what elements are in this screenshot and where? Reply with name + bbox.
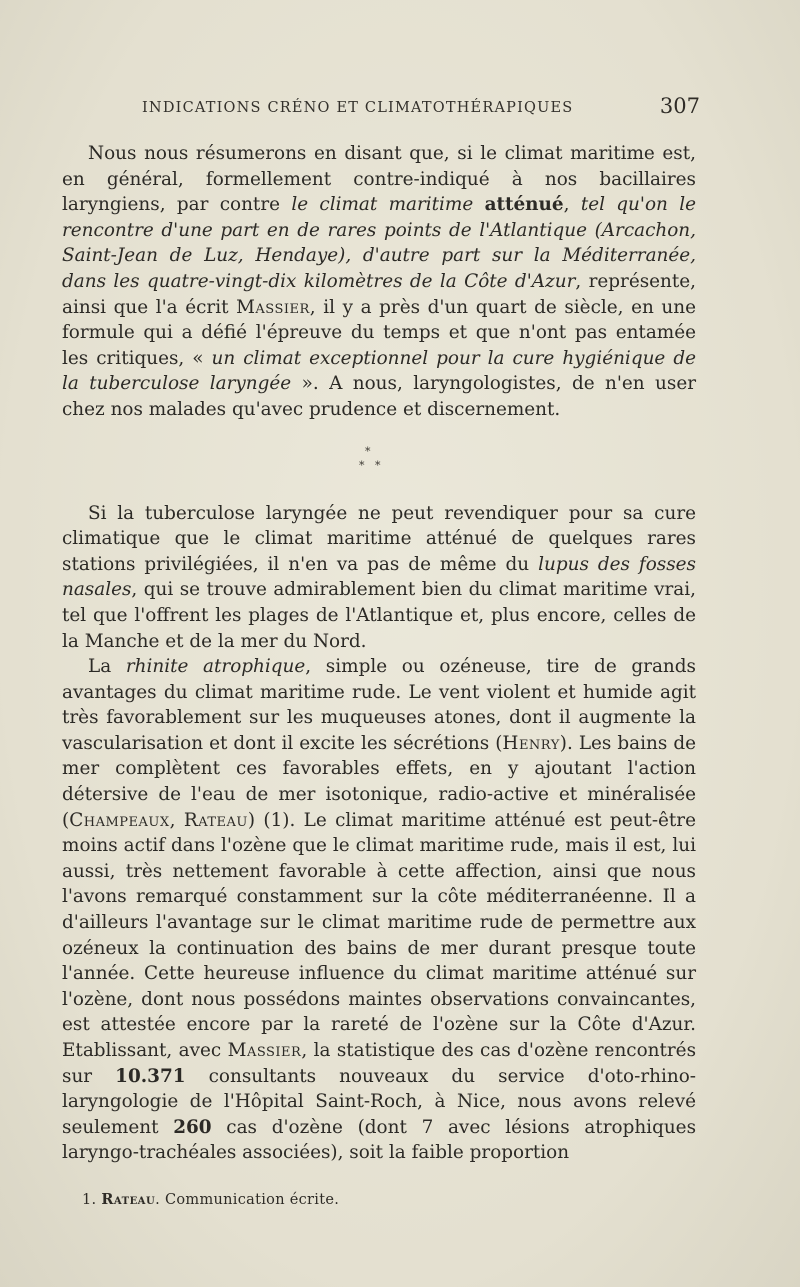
- running-title: INDICATIONS CRÉNO ET CLIMATOTHÉRAPIQUES: [142, 100, 574, 116]
- footnote: [82, 1191, 339, 1208]
- page-number: 307: [659, 94, 700, 118]
- bold-run: atténué: [484, 194, 564, 216]
- number: 7: [421, 1116, 434, 1138]
- asterism-star: *: [375, 458, 381, 472]
- body-text: [62, 141, 696, 1166]
- text-run: Si la tuberculose laryngée ne peut revendiquer pour sa cure climatique que le climat maritime atténué de quelques rares stations privilégiées, il n'en va pas de même du: [62, 502, 696, 575]
- asterism-star: *: [365, 444, 371, 458]
- author-name: Massier: [236, 296, 310, 318]
- italic-run: lupus des fosses nasales: [62, 553, 696, 601]
- bold-number: 260: [173, 1116, 212, 1138]
- author-name: Massier: [227, 1040, 302, 1061]
- text-run: avec lésions atrophiques laryngo-trachéales associées), soit la faible proportion: [62, 1116, 697, 1164]
- text-run: Nous nous résumerons en disant que, si le climat maritime est, en général, formellement contre-indiqué à nos bacillaires laryngiens, par contre: [62, 143, 696, 216]
- text-run: , représente, ainsi que l'a écrit: [62, 270, 696, 318]
- page-header: [60, 92, 700, 126]
- asterism-star: *: [359, 458, 365, 472]
- author-name: Champeaux: [69, 809, 170, 831]
- author-name: Henry: [502, 732, 560, 754]
- text-run: , qui se trouve admirablement bien du climat maritime vrai, tel que l'offrent les plages de l'Atlantique et, plus encore, celles de la Manche et de la mer du Nord.: [62, 579, 696, 652]
- italic-run: le climat maritime: [291, 194, 474, 216]
- text-run: ) (1). Le climat maritime atténué est peut-être moins actif dans l'ozène que le climat maritime rude, mais il est, lui aussi, très nettement favorable à cette affection, ainsi que nous l'avons remarqué constamment sur la côte méditerranéenne. Il a d'ailleurs l'avantage sur le climat maritime rude de permettre aux ozéneux la continuation des bains de mer durant presque toute l'année. Cette heureuse influence du climat maritime atténué sur l'ozène, dont nous possédons maintes observations convaincantes, est attestée encore par la rareté de l'ozène sur la Côte d'Azur. Etablissant, avec: [62, 809, 696, 1061]
- text-run: consultants nouveaux du service d'oto-rhino-laryngologie de l'Hôpital Saint-Roch, à Nice, nous avons relevé seulement: [62, 1065, 696, 1138]
- paragraph-3: [62, 654, 696, 1166]
- footnote-text: . Communication écrite.: [155, 1192, 340, 1208]
- paragraph-1: Nous nous résumerons en disant que, si le climat maritime est, en général, formellement contre-indiqué à nos bacillaires laryngiens, par contre le climat maritime atténué, tel qu'on le rencontre d'une part en de rares points de l'Atlantique (Arcachon, Saint-Jean de Luz, Hendaye), d'autre part sur la Méditerranée, dans les quatre-vingt-dix kilomètres de la Côte d'Azur, représente, ainsi que l'a écrit Massier, il y a près d'un quart de siècle, en une formule qui a défié l'épreuve du temps et que n'ont pas entamée les critiques, « un climat exceptionnel pour la cure hygiénique de la tuberculose laryngée ». A nous, laryngologistes, de n'en user chez nos malades qu'avec prudence et discernement.: [62, 143, 696, 420]
- author-name: Rateau: [183, 809, 248, 831]
- text-run: ». A nous, laryngologistes, de n'en user chez nos malades qu'avec prudence et discernement.: [62, 373, 696, 420]
- italic-run: rhinite atrophique: [125, 656, 306, 678]
- text-run: ,: [169, 809, 184, 831]
- text-run: La: [88, 656, 126, 678]
- text-run: ). Les bains de mer complètent ces favorables effets, en y ajoutant l'action détersive de l'eau de mer isotonique, radio-active et minéralisée (: [62, 732, 696, 831]
- quotation: un climat exceptionnel pour la cure hygiénique de la tuberculose laryngée: [62, 347, 696, 395]
- footnote-author: Rateau: [101, 1191, 156, 1208]
- text-run: , la statistique des cas d'ozène rencontrés sur: [62, 1040, 697, 1087]
- section-separator: [62, 429, 696, 501]
- text-run: , il y a près d'un quart de siècle, en une formule qui a défié l'épreuve du temps et que n'ont pas entamée les critiques, «: [62, 296, 696, 369]
- bold-number: 10.371: [115, 1065, 186, 1087]
- footnote-number: 1.: [82, 1192, 97, 1208]
- paragraph-2: [62, 501, 696, 655]
- italic-run: tel qu'on le rencontre d'une part en de rares points de l'Atlantique (Arcachon, Saint-Jean de Luz, Hendaye), d'autre part sur la Méditerranée, dans les quatre-vingt-dix kilomètres de la Côte d'Azur: [62, 194, 696, 292]
- text-run: , simple ou ozéneuse, tire de grands avantages du climat maritime rude. Le vent violent et humide agit très favorablement sur les muqueuses atones, dont il augmente la vascularisation et dont il excite les sécrétions (: [62, 656, 696, 754]
- text-run: cas d'ozène (dont: [211, 1116, 422, 1138]
